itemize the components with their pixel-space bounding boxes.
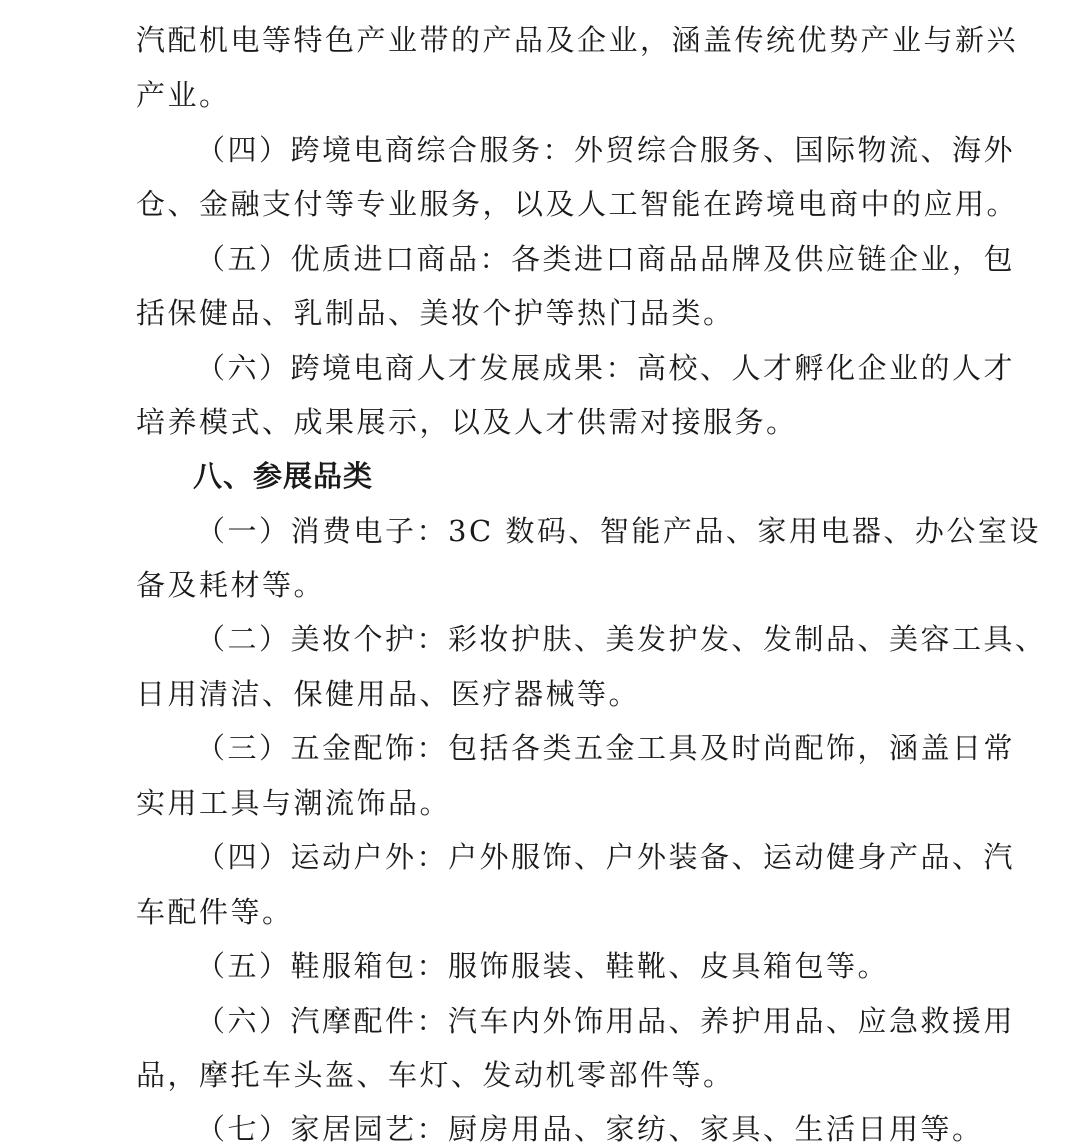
paragraph-line: 备及耗材等。 xyxy=(136,568,326,602)
paragraph-line: 培养模式、成果展示，以及人才供需对接服务。 xyxy=(136,405,798,439)
paragraph-line: 日用清洁、保健用品、医疗器械等。 xyxy=(136,677,641,711)
section-item-line: （四）运动户外：户外服饰、户外装备、运动健身产品、汽 xyxy=(196,840,1016,874)
section-item-line: （五）鞋服箱包：服饰服装、鞋靴、皮具箱包等。 xyxy=(196,949,890,983)
section-item-line: （六）跨境电商人才发展成果：高校、人才孵化企业的人才 xyxy=(196,351,1016,385)
section-item-line: （七）家居园艺：厨房用品、家纺、家具、生活日用等。 xyxy=(196,1112,984,1146)
paragraph-line: 括保健品、乳制品、美妆个护等热门品类。 xyxy=(136,296,735,330)
paragraph-line: 车配件等。 xyxy=(136,895,294,929)
section-item-line: （五）优质进口商品：各类进口商品品牌及供应链企业，包 xyxy=(196,242,1016,276)
section-item-line: （三）五金配饰：包括各类五金工具及时尚配饰，涵盖日常 xyxy=(196,731,1016,765)
paragraph-line: 仓、金融支付等专业服务，以及人工智能在跨境电商中的应用。 xyxy=(136,187,1019,221)
paragraph-line: 品，摩托车头盔、车灯、发动机零部件等。 xyxy=(136,1058,735,1092)
paragraph-line: 实用工具与潮流饰品。 xyxy=(136,786,452,820)
section-item-line: （一）消费电子：3C 数码、智能产品、家用电器、办公室设 xyxy=(196,514,1041,548)
section-heading: 八、参展品类 xyxy=(193,459,374,493)
section-item-line: （四）跨境电商综合服务：外贸综合服务、国际物流、海外 xyxy=(196,133,1016,167)
section-item-line: （六）汽摩配件：汽车内外饰用品、养护用品、应急救援用 xyxy=(196,1004,1016,1038)
paragraph-line: 产业。 xyxy=(136,78,231,112)
paragraph-line: 汽配机电等特色产业带的产品及企业，涵盖传统优势产业与新兴 xyxy=(136,23,1019,57)
section-item-line: （二）美妆个护：彩妆护肤、美发护发、发制品、美容工具、 xyxy=(196,622,1047,656)
